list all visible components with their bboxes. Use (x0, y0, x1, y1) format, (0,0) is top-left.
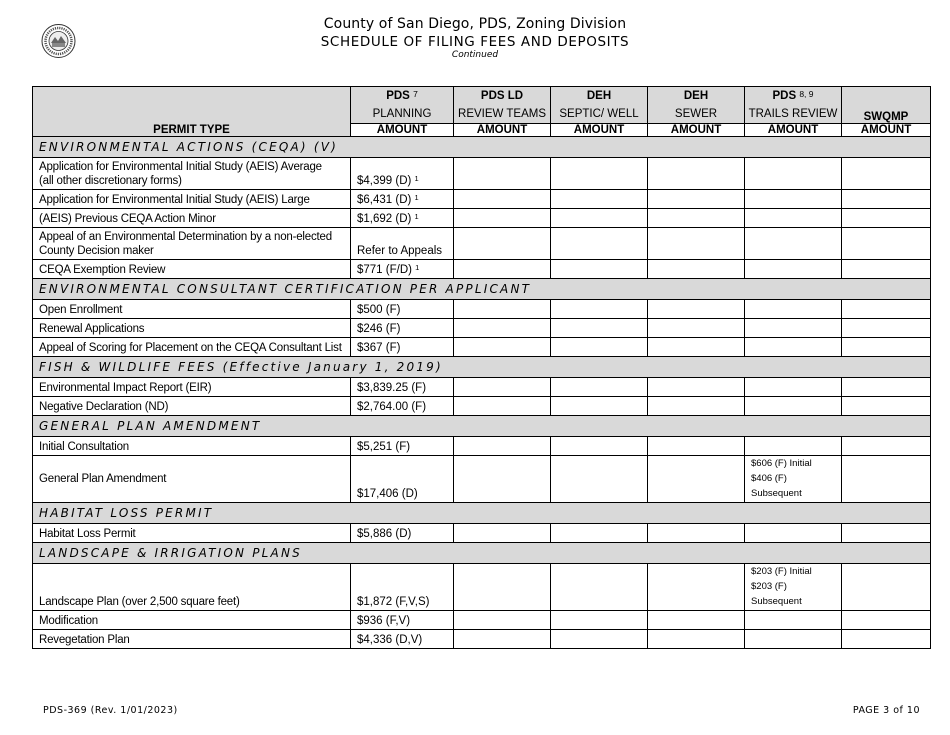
pds-planning-fee: $4,336 (D,V) (351, 630, 454, 649)
table-row (33, 456, 931, 503)
amount-label: AMOUNT (745, 124, 842, 137)
column-header-pds-trails: PDS $^{8, 9}$ TRAILS REVIEW (745, 87, 842, 124)
column-header-permit-type: PERMIT TYPE (33, 87, 351, 137)
form-id: PDS-369 (Rev. 1/01/2023) (43, 705, 178, 716)
pds-planning-fee: $17,406 (D) (351, 456, 454, 503)
pds-planning-fee: $3,839.25 (F) (351, 378, 454, 397)
permit-type-cell: Application for Environmental Initial Study (AEIS) Large (33, 190, 351, 209)
pds-planning-fee: $771 (F/D) $^1$ (351, 260, 454, 279)
pds-planning-fee: $4,399 (D) $^1$ (351, 158, 454, 190)
permit-type-cell: Negative Declaration (ND) (33, 397, 351, 416)
section-heading-general-plan: GENERAL PLAN AMENDMENT (33, 416, 931, 437)
table-row (33, 611, 931, 630)
permit-type-cell: Open Enrollment (33, 300, 351, 319)
column-header-swqmp: SWQMP (842, 87, 931, 124)
permit-type-cell: Initial Consultation (33, 437, 351, 456)
permit-type-cell: Appeal of an Environmental Determination by a non-elected County Decision maker (33, 228, 351, 260)
column-header-deh-sewer: DEH SEWER (648, 87, 745, 124)
permit-type-cell: Habitat Loss Permit (33, 524, 351, 543)
fee-schedule-table (32, 86, 931, 649)
amount-label: AMOUNT (648, 124, 745, 137)
pds-planning-fee: $5,251 (F) (351, 437, 454, 456)
header-continued: Continued (451, 50, 499, 60)
column-header-pds-planning: PDS $^7$ PLANNING (351, 87, 454, 124)
pds-planning-fee: $2,764.00 (F) (351, 397, 454, 416)
table-row (33, 158, 931, 190)
section-heading-ceqa: ENVIRONMENTAL ACTIONS (CEQA) (V) (33, 137, 931, 158)
permit-type-cell: Modification (33, 611, 351, 630)
permit-type-cell: Environmental Impact Report (EIR) (33, 378, 351, 397)
table-row (33, 209, 931, 228)
pds-planning-fee: $500 (F) (351, 300, 454, 319)
header-agency: County of San Diego, PDS, Zoning Division (323, 16, 627, 32)
table-row (33, 524, 931, 543)
table-row (33, 228, 931, 260)
pds-planning-fee: $246 (F) (351, 319, 454, 338)
section-heading-landscape: LANDSCAPE & IRRIGATION PLANS (33, 543, 931, 564)
permit-type-cell: Appeal of Scoring for Placement on the CEQA Consultant List (33, 338, 351, 357)
section-heading-habitat: HABITAT LOSS PERMIT (33, 503, 931, 524)
table-row (33, 338, 931, 357)
pds-planning-fee: Refer to Appeals (351, 228, 454, 260)
pds-planning-fee: $367 (F) (351, 338, 454, 357)
table-row (33, 260, 931, 279)
permit-type-cell: Revegetation Plan (33, 630, 351, 649)
permit-type-cell: General Plan Amendment (33, 456, 351, 503)
column-header-deh-septic: DEH SEPTIC/ WELL (551, 87, 648, 124)
section-heading-consultant: ENVIRONMENTAL CONSULTANT CERTIFICATION PER APPLICANT (33, 279, 931, 300)
permit-type-cell: Landscape Plan (over 2,500 square feet) (33, 564, 351, 611)
page-number: PAGE 3 of 10 (852, 705, 920, 716)
permit-type-cell: Renewal Applications (33, 319, 351, 338)
table-row (33, 630, 931, 649)
table-row (33, 319, 931, 338)
pds-planning-fee: $1,872 (F,V,S) (351, 564, 454, 611)
amount-label: AMOUNT (351, 124, 454, 137)
pds-planning-fee: $6,431 (D) $^1$ (351, 190, 454, 209)
permit-type-cell: (AEIS) Previous CEQA Action Minor (33, 209, 351, 228)
trails-review-fee: $606 (F) Initial $406 (F) Subsequent (745, 456, 842, 503)
table-row (33, 437, 931, 456)
amount-label: AMOUNT (842, 124, 931, 137)
table-row (33, 378, 931, 397)
amount-label: AMOUNT (454, 124, 551, 137)
table-row (33, 564, 931, 611)
table-row (33, 397, 931, 416)
table-row (33, 190, 931, 209)
section-heading-fish-wildlife: FISH & WILDLIFE FEES (Effective January 1, 2019) (33, 357, 931, 378)
pds-planning-fee: $5,886 (D) (351, 524, 454, 543)
trails-review-fee: $203 (F) Initial $203 (F) Subsequent (745, 564, 842, 611)
header-title: SCHEDULE OF FILING FEES AND DEPOSITS (320, 34, 630, 50)
permit-type-cell: Application for Environmental Initial Study (AEIS) Average (all other discretionary forms) (33, 158, 351, 190)
table-row (33, 300, 931, 319)
pds-planning-fee: $936 (F,V) (351, 611, 454, 630)
permit-type-cell: CEQA Exemption Review (33, 260, 351, 279)
pds-planning-fee: $1,692 (D) $^1$ (351, 209, 454, 228)
amount-label: AMOUNT (551, 124, 648, 137)
column-header-pds-ld: PDS LD REVIEW TEAMS (454, 87, 551, 124)
